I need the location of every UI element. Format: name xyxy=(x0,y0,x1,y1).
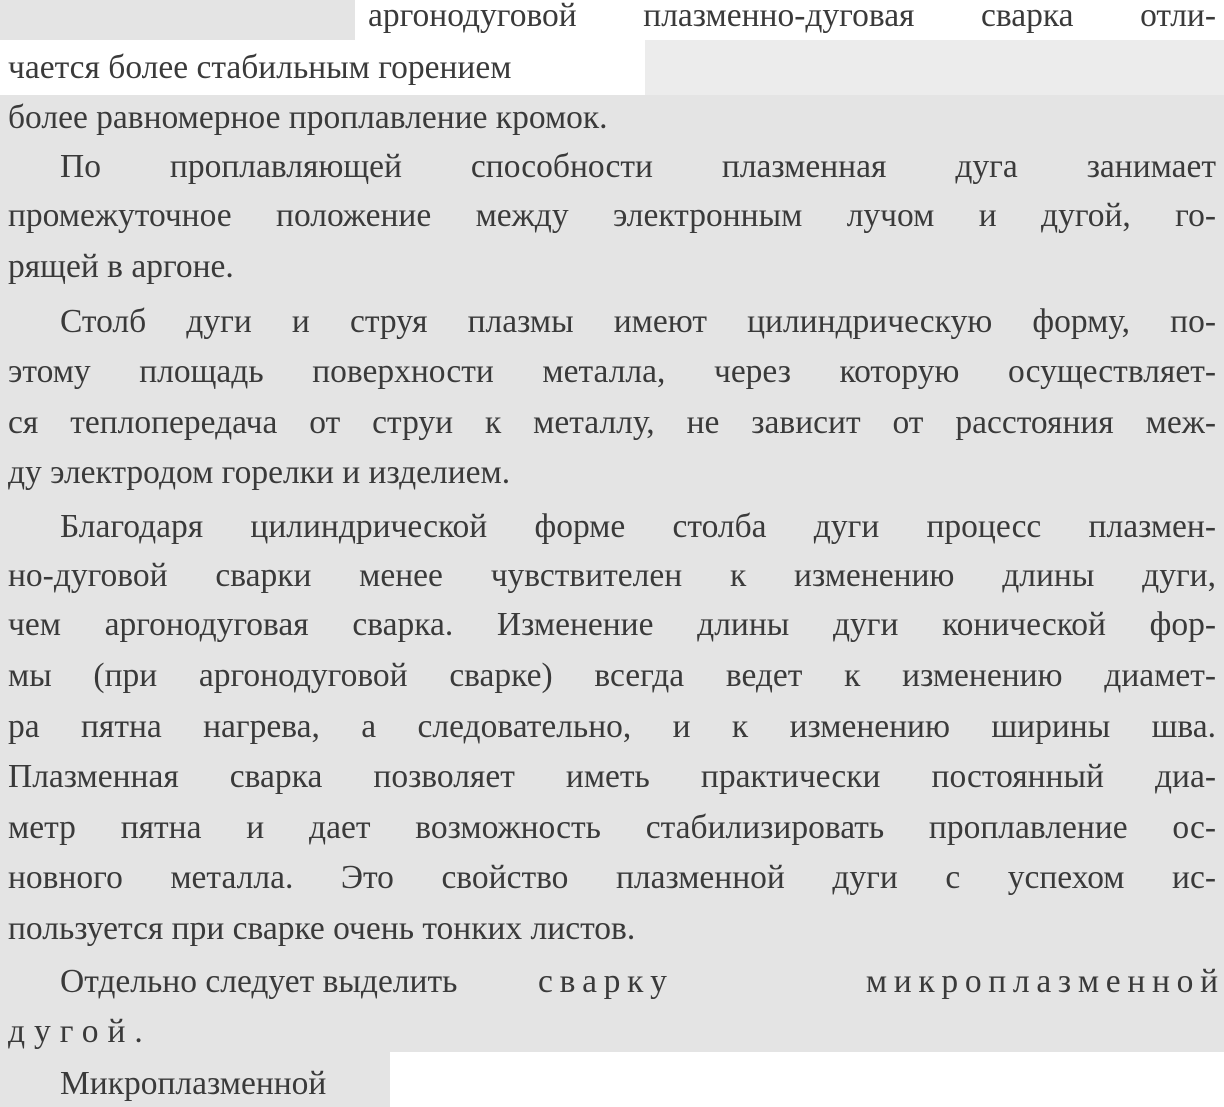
scan-background-right xyxy=(645,40,1224,95)
text-line: но-дуговой сварки менее чувствителен к изменению длины дуги, xyxy=(8,557,1216,594)
text-line: ся теплопередача от струи к металлу, не зависит от расстояния меж- xyxy=(8,404,1216,441)
spaced-term-continued: дугой. xyxy=(8,1013,152,1050)
text-line: мы (при аргонодуговой сварке) всегда ведет к изменению диамет- xyxy=(8,657,1216,694)
text-line: новного металла. Это свойство плазменной дуги с успехом ис- xyxy=(8,859,1216,896)
text-line: рящей в аргоне. xyxy=(8,248,234,285)
text-line: аргонодуговой плазменно-дуговая сварка отли- xyxy=(368,0,1216,34)
text-line: ду электродом горелки и изделием. xyxy=(8,454,511,491)
text-line: Плазменная сварка позволяет иметь практически постоянный диа- xyxy=(8,758,1216,795)
text-line: промежуточное положение между электронным лучом и дугой, го- xyxy=(8,197,1216,234)
text-line: чается более стабильным горением xyxy=(8,49,512,86)
text-line: ра пятна нагрева, а следовательно, и к изменению ширины шва. xyxy=(8,708,1216,745)
text-line: пользуется при сварке очень тонких листов. xyxy=(8,910,636,947)
text-line: Благодаря цилиндрической форме столба дуги процесс плазмен- xyxy=(60,508,1216,545)
text-line: Отдельно следует выделить xyxy=(60,963,458,1000)
text-line: Микроплазменной xyxy=(60,1065,327,1102)
text-line: этому площадь поверхности металла, через которую осуществляет- xyxy=(8,353,1216,390)
scan-background-top xyxy=(0,0,355,40)
text-line: Столб дуги и струя плазмы имеют цилиндрическую форму, по- xyxy=(60,303,1216,340)
text-line: По проплавляющей способности плазменная дуга занимает xyxy=(60,148,1216,185)
text-line: чем аргонодуговая сварка. Изменение длины дуги конической фор- xyxy=(8,606,1216,643)
text-line: более равномерное проплавление кромок. xyxy=(8,99,608,136)
text-line: метр пятна и дает возможность стабилизировать проплавление ос- xyxy=(8,809,1216,846)
scan-blank-bottom xyxy=(390,1052,1224,1107)
spaced-term: с в а р к у м и к р о п л а з м е н н о й xyxy=(538,963,1218,1000)
